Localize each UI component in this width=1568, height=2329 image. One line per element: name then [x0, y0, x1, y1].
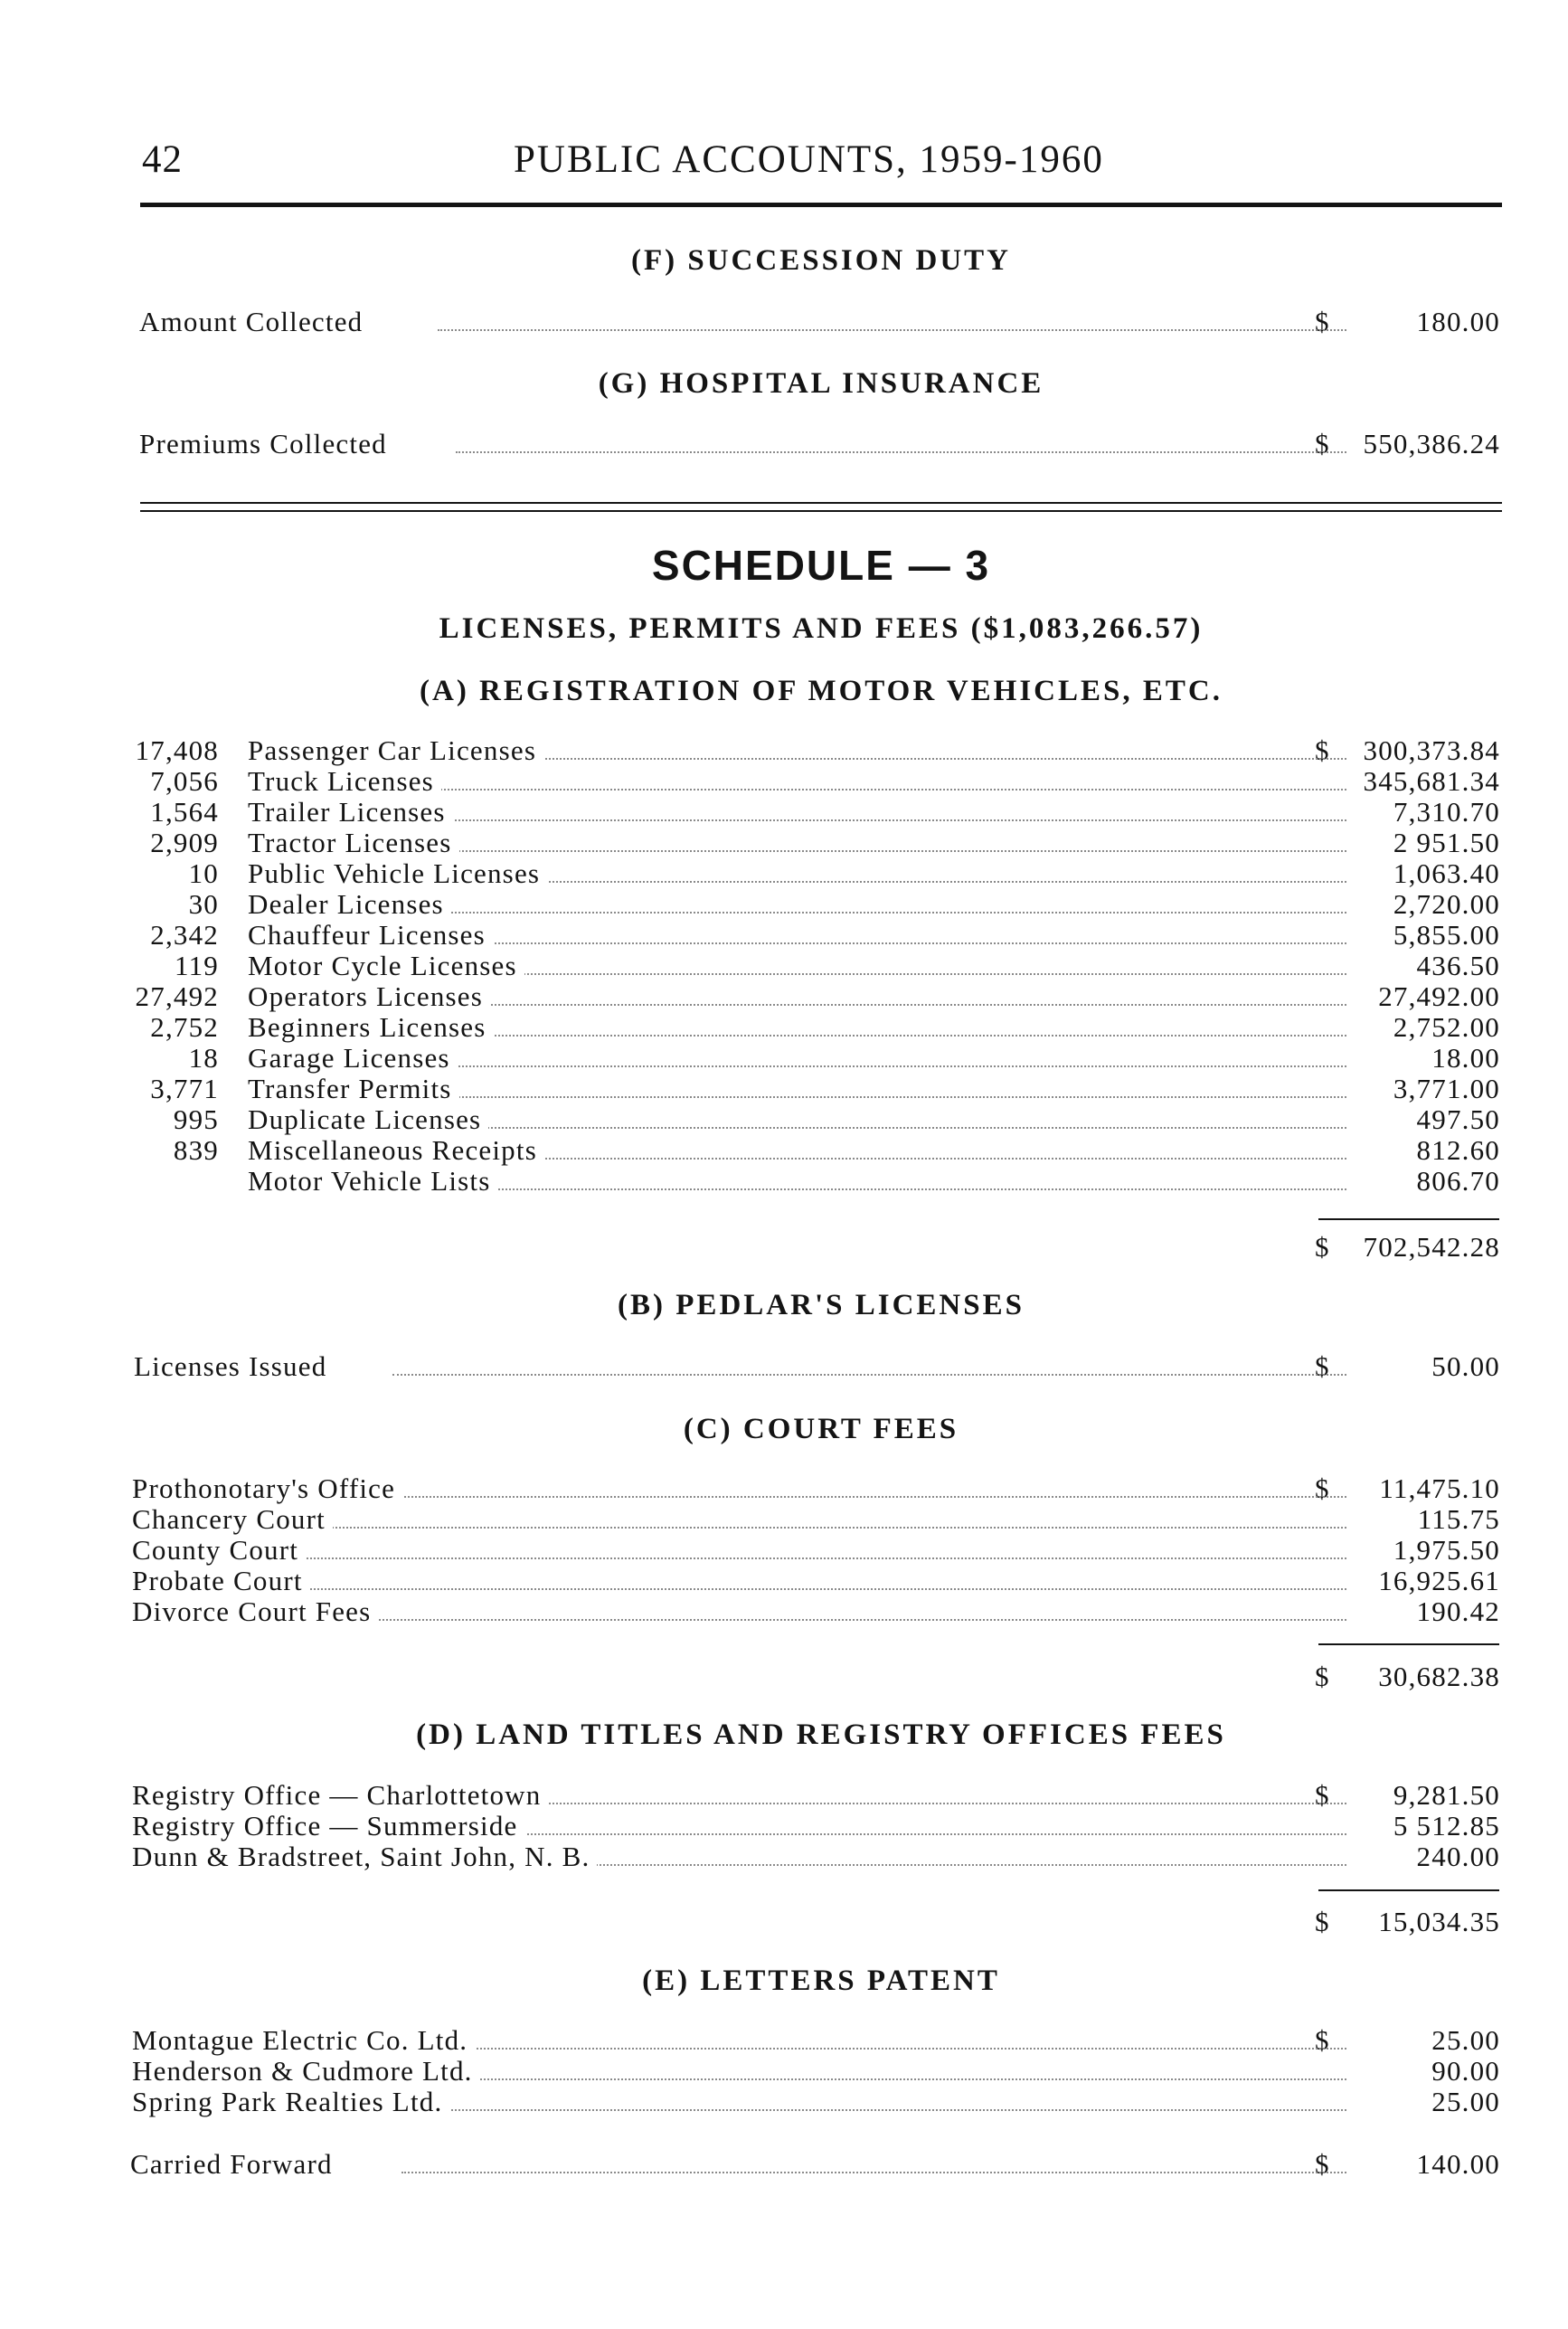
ledger-row	[130, 2025, 1500, 2056]
ledger-row	[130, 1135, 1500, 1166]
ledger-row	[130, 735, 1500, 766]
section-total-amount: 15,034.35	[1378, 1906, 1500, 1937]
ledger-row	[130, 1043, 1500, 1074]
double-rule-top	[140, 502, 1502, 504]
ledger-row	[130, 951, 1500, 981]
ledger-row	[130, 1351, 1500, 1382]
row-amount: 3,771.00	[1393, 1073, 1500, 1104]
dollar-sign: $	[1315, 734, 1330, 766]
row-amount: 2 951.50	[1393, 827, 1500, 858]
dollar-sign: $	[1315, 1906, 1330, 1937]
header-rule	[140, 203, 1502, 207]
row-count: 30	[188, 888, 219, 920]
dollar-sign: $	[1315, 428, 1330, 459]
row-count: 995	[173, 1103, 219, 1135]
dot-leader	[139, 1557, 1346, 1559]
dollar-sign: $	[1315, 1472, 1330, 1504]
row-label: Registry Office — Charlottetown	[132, 1780, 548, 1811]
row-label: County Court	[132, 1535, 306, 1566]
row-label: Operators Licenses	[248, 981, 490, 1012]
row-amount: 5 512.85	[1393, 1810, 1500, 1841]
ledger-row	[130, 1473, 1500, 1504]
section-total-amount: 702,542.28	[1363, 1231, 1500, 1263]
row-label: Trailer Licenses	[248, 797, 453, 828]
dot-leader	[392, 1374, 1346, 1376]
row-count: 2,909	[150, 827, 219, 858]
double-rule-bottom	[140, 510, 1502, 512]
row-amount: 90.00	[1431, 2055, 1500, 2087]
row-amount: 50.00	[1431, 1350, 1500, 1382]
row-label: Beginners Licenses	[248, 1012, 494, 1043]
row-amount: 812.60	[1416, 1134, 1500, 1166]
row-label: Duplicate Licenses	[248, 1104, 488, 1135]
row-label: Licenses Issued	[134, 1351, 334, 1382]
dollar-sign: $	[1315, 1350, 1330, 1382]
ledger-row	[130, 981, 1500, 1012]
row-count: 7,056	[150, 765, 219, 797]
row-count: 119	[175, 950, 219, 981]
row-label: Divorce Court Fees	[132, 1596, 378, 1627]
dot-leader	[139, 1588, 1346, 1590]
ledger-row	[130, 1074, 1500, 1104]
carried-forward-row	[130, 2149, 1500, 2180]
row-label: Garage Licenses	[248, 1043, 458, 1074]
subtotal-rule	[1318, 1218, 1499, 1220]
row-amount: 345,681.34	[1363, 765, 1500, 797]
row-label: Probate Court	[132, 1566, 310, 1596]
ledger-row	[130, 858, 1500, 889]
section-heading-motor-vehicles: (A) REGISTRATION OF MOTOR VEHICLES, ETC.	[420, 675, 1223, 707]
schedule-title: SCHEDULE — 3	[651, 542, 991, 589]
dollar-sign: $	[1315, 1661, 1330, 1692]
row-label: Chauffeur Licenses	[248, 920, 493, 951]
row-amount: 806.70	[1416, 1165, 1500, 1197]
row-amount: 1,063.40	[1393, 857, 1500, 889]
dot-leader	[456, 451, 1346, 453]
row-amount: 436.50	[1416, 950, 1500, 981]
section-total-row	[130, 1662, 1500, 1692]
row-label: Truck Licenses	[248, 766, 441, 797]
row-amount: 1,975.50	[1393, 1534, 1500, 1566]
row-label: Registry Office — Summerside	[132, 1811, 525, 1841]
schedule-subtitle: LICENSES, PERMITS AND FEES ($1,083,266.57)	[439, 612, 1204, 645]
ledger-row	[130, 1596, 1500, 1627]
row-label: Public Vehicle Licenses	[248, 858, 547, 889]
row-label: Montague Electric Co. Ltd.	[132, 2025, 475, 2056]
row-amount: 2,720.00	[1393, 888, 1500, 920]
dollar-sign: $	[1315, 2024, 1330, 2056]
row-amount: 115.75	[1417, 1503, 1500, 1535]
section-heading-hospital-insurance: (G) HOSPITAL INSURANCE	[598, 367, 1044, 400]
section-heading-court-fees: (C) COURT FEES	[683, 1413, 959, 1445]
dollar-sign: $	[1315, 1231, 1330, 1263]
dollar-sign: $	[1315, 306, 1330, 337]
section-heading-pedlars-licenses: (B) PEDLAR'S LICENSES	[618, 1289, 1025, 1321]
row-label: Henderson & Cudmore Ltd.	[132, 2056, 480, 2087]
page-number: 42	[142, 138, 183, 181]
row-amount: 18.00	[1431, 1042, 1500, 1074]
dot-leader	[401, 2172, 1346, 2173]
ledger-row	[130, 307, 1500, 337]
ledger-row	[130, 1841, 1500, 1872]
row-count: 10	[188, 857, 219, 889]
row-label: Tractor Licenses	[248, 828, 459, 858]
row-amount: 5,855.00	[1393, 919, 1500, 951]
row-label: Spring Park Realties Ltd.	[132, 2087, 449, 2117]
running-head	[140, 137, 1502, 185]
section-heading-letters-patent: (E) LETTERS PATENT	[642, 1965, 1000, 1997]
row-label: Motor Vehicle Lists	[248, 1166, 497, 1197]
row-count: 2,752	[150, 1011, 219, 1043]
row-amount: 9,281.50	[1393, 1779, 1500, 1811]
row-amount: 7,310.70	[1393, 796, 1500, 828]
row-label: Premiums Collected	[139, 429, 394, 459]
section-total-row	[130, 1232, 1500, 1263]
row-count: 27,492	[135, 980, 219, 1012]
row-count: 3,771	[150, 1073, 219, 1104]
row-count: 839	[173, 1134, 219, 1166]
subtotal-rule	[1318, 1643, 1499, 1645]
ledger-row	[130, 1504, 1500, 1535]
section-total-amount: 30,682.38	[1378, 1661, 1500, 1692]
row-amount: 550,386.24	[1363, 428, 1500, 459]
row-label: Motor Cycle Licenses	[248, 951, 524, 981]
subtotal-rule	[1318, 1889, 1499, 1891]
row-amount: 300,373.84	[1363, 734, 1500, 766]
ledger-row	[130, 828, 1500, 858]
row-amount: 2,752.00	[1393, 1011, 1500, 1043]
row-amount: 190.42	[1416, 1595, 1500, 1627]
row-label: Miscellaneous Receipts	[248, 1135, 544, 1166]
carried-forward-amount: 140.00	[1416, 2148, 1500, 2180]
ledger-row	[130, 766, 1500, 797]
dot-leader	[438, 329, 1346, 331]
ledger-row	[130, 2056, 1500, 2087]
ledger-row	[130, 797, 1500, 828]
ledger-row	[130, 1535, 1500, 1566]
section-heading-land-titles: (D) LAND TITLES AND REGISTRY OFFICES FEES	[416, 1718, 1226, 1751]
ledger-row	[130, 1166, 1500, 1197]
ledger-row	[130, 920, 1500, 951]
ledger-row	[130, 429, 1500, 459]
row-amount: 240.00	[1416, 1841, 1500, 1872]
row-label: Dunn & Bradstreet, Saint John, N. B.	[132, 1841, 597, 1872]
row-count: 18	[188, 1042, 219, 1074]
row-label: Amount Collected	[139, 307, 370, 337]
document-title: PUBLIC ACCOUNTS, 1959-1960	[514, 138, 1104, 181]
section-total-row	[130, 1907, 1500, 1937]
ledger-row	[130, 1811, 1500, 1841]
row-label: Dealer Licenses	[248, 889, 451, 920]
row-label: Prothonotary's Office	[132, 1473, 402, 1504]
row-label: Transfer Permits	[248, 1074, 459, 1104]
row-amount: 27,492.00	[1378, 980, 1500, 1012]
row-count: 2,342	[150, 919, 219, 951]
row-label: Carried Forward	[130, 2149, 340, 2180]
row-amount: 497.50	[1416, 1103, 1500, 1135]
row-amount: 25.00	[1431, 2024, 1500, 2056]
row-amount: 16,925.61	[1378, 1565, 1500, 1596]
row-count: 1,564	[150, 796, 219, 828]
ledger-row	[130, 1012, 1500, 1043]
row-amount: 25.00	[1431, 2086, 1500, 2117]
row-count: 17,408	[135, 734, 219, 766]
row-label: Chancery Court	[132, 1504, 333, 1535]
dollar-sign: $	[1315, 1779, 1330, 1811]
row-amount: 11,475.10	[1379, 1472, 1500, 1504]
row-label: Passenger Car Licenses	[248, 735, 543, 766]
row-amount: 180.00	[1416, 306, 1500, 337]
ledger-row	[130, 889, 1500, 920]
dollar-sign: $	[1315, 2148, 1330, 2180]
ledger-row	[130, 1566, 1500, 1596]
section-heading-succession-duty: (F) SUCCESSION DUTY	[630, 244, 1012, 277]
ledger-row	[130, 2087, 1500, 2117]
ledger-row	[130, 1104, 1500, 1135]
ledger-row	[130, 1780, 1500, 1811]
